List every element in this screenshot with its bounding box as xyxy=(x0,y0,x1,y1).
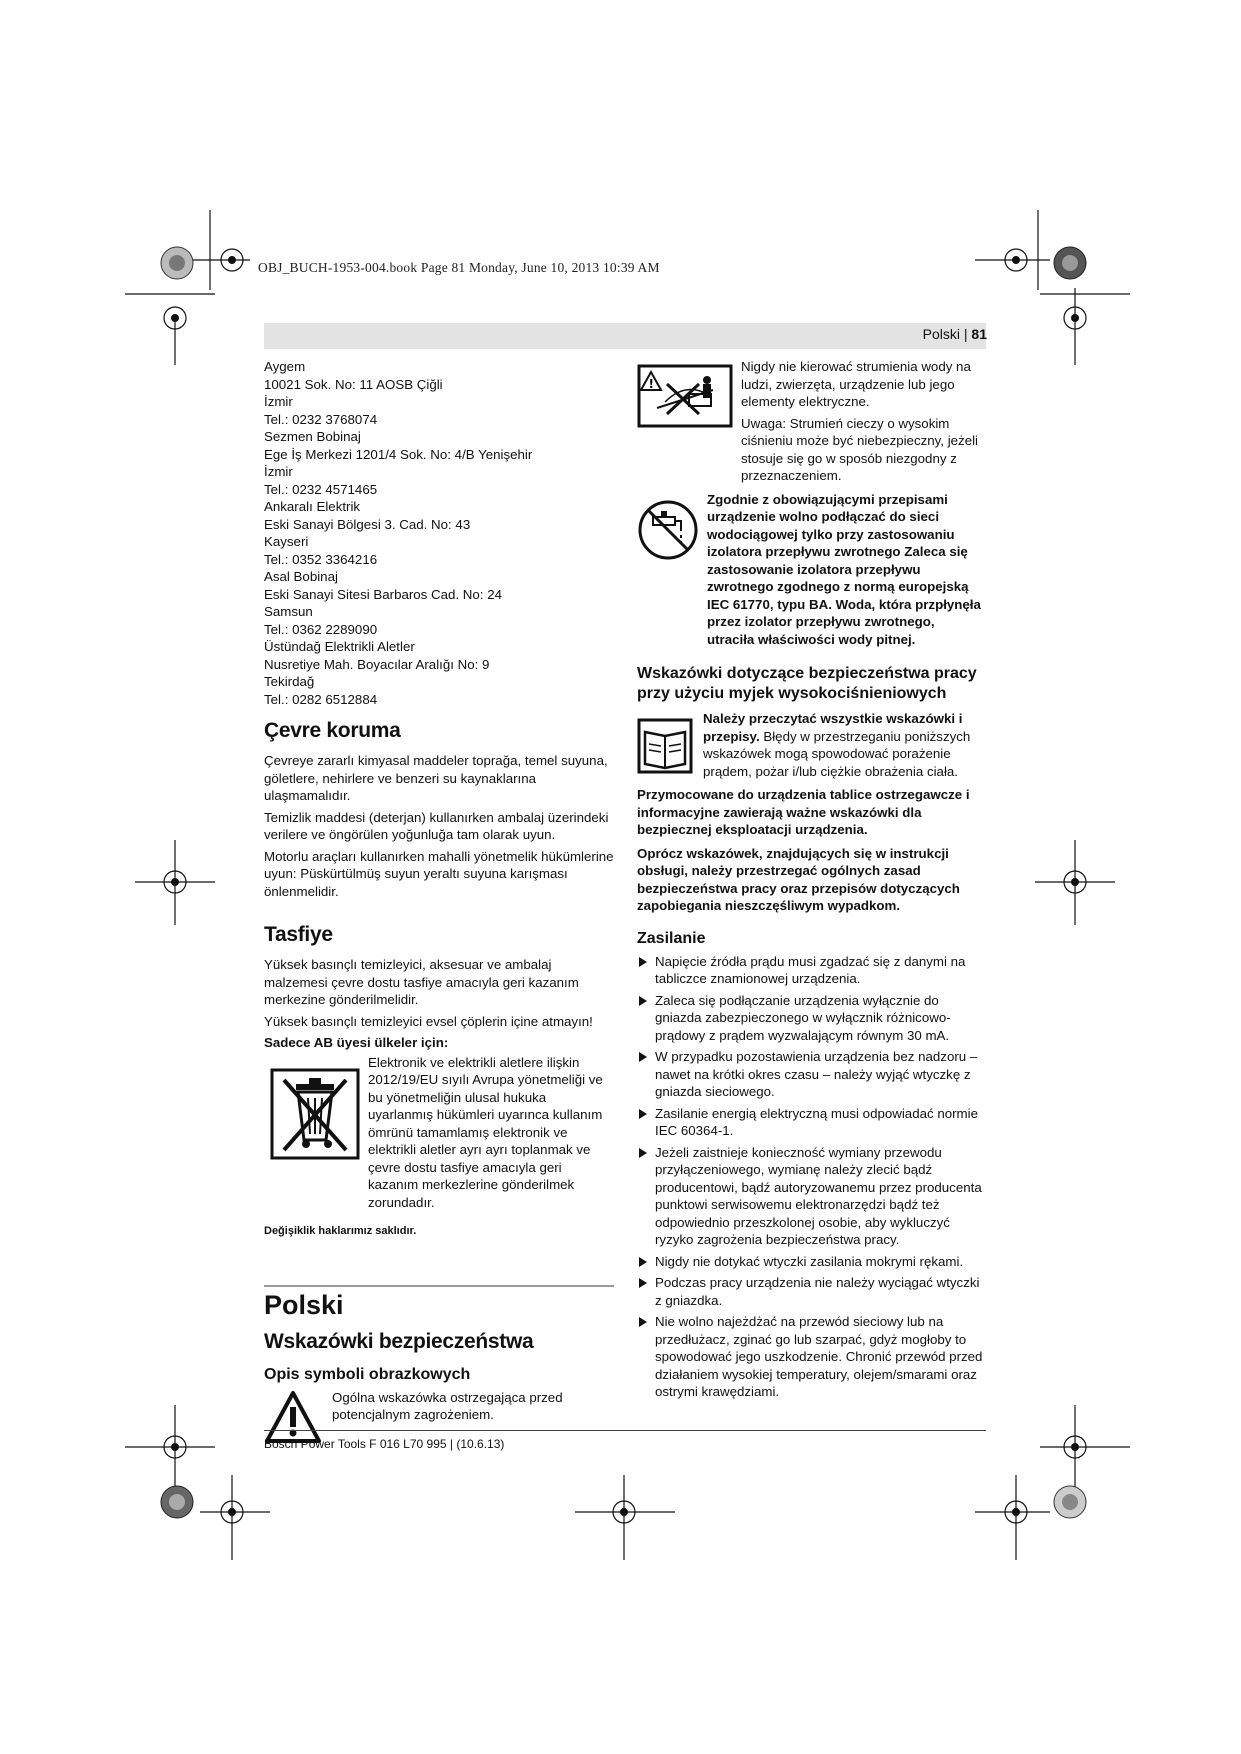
bullet-triangle-icon xyxy=(639,996,647,1006)
list-item-text: Nigdy nie dotykać wtyczki zasilania mokrymi rękami. xyxy=(655,1253,964,1269)
tasfiye-para-2: Yüksek basınçlı temizleyici evsel çöplerin içine atmayın! xyxy=(264,1013,593,1029)
read-manual-text xyxy=(703,710,985,780)
address-line: Kayseri xyxy=(264,534,309,549)
address-line: Sezmen Bobinaj xyxy=(264,429,361,444)
tap-block xyxy=(637,491,985,649)
signs-note: Przymocowane do urządzenia tablice ostrzegawcze i informacyjne zawierają ważne wskazówki dla bezpiecznej eksploatacji urządzenia. xyxy=(637,787,970,837)
cevre-title: Çevre koruma xyxy=(264,719,401,742)
read-manual-icon xyxy=(637,718,693,774)
address-line: Samsun xyxy=(264,604,313,619)
address-line: Nusretiye Mah. Boyacılar Aralığı No: 9 xyxy=(264,656,490,672)
list-item-text: W przypadku pozostawienia urządzenia bez nadzoru – nawet na krótki okres czasu – należy wyjąć wtyczkę z gniazda sieciowego. xyxy=(655,1049,978,1099)
list-item xyxy=(637,1105,985,1140)
no-tap-icon xyxy=(637,499,699,561)
no-spray-icon xyxy=(637,364,733,428)
address-line: Tel.: 0232 4571465 xyxy=(264,481,378,497)
read-manual-block xyxy=(637,710,985,780)
list-item-text: Zaleca się podłączanie urządzenia wyłącznie do gniazda zabezpieczonego w wyłącznik różnicowo-prądowy z prądem wyzwalającym równym 30 mA. xyxy=(655,992,951,1043)
page-header-bar xyxy=(264,323,986,349)
tasfiye-title: Tasfiye xyxy=(264,923,333,946)
cevre-para-1: Çevreye zararlı kimyasal maddeler toprağa, temel suyuna, göletlere, nehirlere ve benzeri su kaynaklarına ulaşmamalıdır. xyxy=(264,753,608,803)
address-line: Tekirdağ xyxy=(264,674,315,689)
cevre-para-2: Temizlik maddesi (deterjan) kullanırken ambalaj üzerindeki verilere ve öngörülen yoğunluğa tam olarak uyun. xyxy=(264,809,609,842)
bullet-triangle-icon xyxy=(639,1052,647,1062)
address-line: İzmir xyxy=(264,394,293,409)
bullet-triangle-icon xyxy=(639,1148,647,1158)
safety-pressure-title: Wskazówki dotyczące bezpieczeństwa pracy przy użyciu myjek wysokociśnieniowych xyxy=(637,665,977,702)
list-item xyxy=(637,1048,985,1101)
list-item-text: Podczas pracy urządzenia nie należy wyciągać wtyczki z gniazdka. xyxy=(655,1275,980,1308)
section-divider xyxy=(264,1285,614,1287)
address-line: Eski Sanayi Bölgesi 3. Cad. No: 43 xyxy=(264,516,471,532)
list-item xyxy=(637,992,985,1045)
zasilanie-list xyxy=(637,953,985,1401)
address-line: Ege İş Merkezi 1201/4 Sok. No: 4/B Yenişehir xyxy=(264,446,533,462)
list-item xyxy=(637,1144,985,1249)
read-manual-rest: Błędy w przestrzeganiu poniższych wskazówek mogą spowodować porażenie prądem, pożar i/lub ciężkie obrażenia ciała. xyxy=(703,728,971,779)
list-item xyxy=(637,1274,985,1309)
left-column xyxy=(264,358,614,1445)
address-line: Tel.: 0232 3768074 xyxy=(264,411,378,427)
bullet-triangle-icon xyxy=(639,1257,647,1267)
address-line: 10021 Sok. No: 11 AOSB Çiğli xyxy=(264,376,443,392)
address-line: Üstündağ Elektrikli Aletler xyxy=(264,639,415,654)
spray-text-2: Uwaga: Strumień cieczy o wysokim ciśnieniu może być niebezpieczny, jeżeli stosuje się go w sposób niezgodny z przeznaczeniem. xyxy=(741,415,978,483)
book-info-line: OBJ_BUCH-1953-004.book Page 81 Monday, June 10, 2013 10:39 AM xyxy=(258,260,660,275)
zasilanie-title: Zasilanie xyxy=(637,929,706,947)
address-list xyxy=(264,358,614,708)
address-line: İzmir xyxy=(264,464,293,479)
list-item-text: Jeżeli zaistnieje konieczność wymiany przewodu przyłączeniowego, wymianę należy zlecić bądź producentowi, bądź autoryzowanemu przez producenta punktowi serwisowemu elektronarzędzi bądź też odpowiednio przeszkolonej osobie, aby wykluczyć ryzyko zagrożenia bezpieczeństwa pracy. xyxy=(655,1144,982,1247)
weee-bin-icon xyxy=(270,1068,360,1160)
address-line: Eski Sanayi Sitesi Barbaros Cad. No: 24 xyxy=(264,586,502,602)
bullet-triangle-icon xyxy=(639,1278,647,1288)
rights-reserved: Değişiklik haklarımız saklıdır. xyxy=(264,1225,417,1237)
eu-heading: Sadece AB üyesi ülkeler için: xyxy=(264,1035,449,1050)
bullet-triangle-icon xyxy=(639,1109,647,1119)
list-item xyxy=(637,953,985,988)
address-line: Tel.: 0282 6512884 xyxy=(264,691,378,707)
address-line: Tel.: 0352 3364216 xyxy=(264,551,378,567)
footer-rule xyxy=(264,1430,986,1431)
list-item xyxy=(637,1313,985,1401)
bullet-triangle-icon xyxy=(639,1317,647,1327)
cevre-para-3: Motorlu araçları kullanırken mahalli yönetmelik hükümlerine uyun: Püskürtülmüş suyun yeraltı suyuna karışması önlenmelidir. xyxy=(264,848,614,899)
spray-block xyxy=(637,358,985,485)
address-line: Asal Bobinaj xyxy=(264,569,338,584)
safety-title: Wskazówki bezpieczeństwa xyxy=(264,1329,534,1353)
list-item-text: Napięcie źródła prądu musi zgadzać się z danymi na tabliczce znamionowej urządzenia. xyxy=(655,953,966,986)
page-label: Polski | 81 xyxy=(922,326,987,342)
right-column xyxy=(637,358,985,1405)
page-number: 81 xyxy=(971,326,987,342)
address-line: Aygem xyxy=(264,359,306,374)
address-line: Ankaralı Elektrik xyxy=(264,499,361,514)
weee-text: Elektronik ve elektrikli aletlere ilişkin 2012/19/EU sıyılı Avrupa yönetmeliği ve bu yönetmeliğin ulusal hukuka uyarlanmış hükümleri uyarınca kullanım ömrünü tamamlamış elektronik ve elektrikli aletler ayrı ayrı toplanmak ve çevre dostu tasfiye amacıyla geri kazanım merkezlerine gönderilmek zorundadır. xyxy=(368,1054,603,1210)
address-line: Tel.: 0362 2289090 xyxy=(264,621,378,637)
weee-block xyxy=(264,1054,614,1212)
read-manual-bold: Należy przeczytać wszystkie wskazówki i przepisy. xyxy=(703,711,963,744)
bullet-triangle-icon xyxy=(639,957,647,967)
general-rules-note: Oprócz wskazówek, znajdujących się w instrukcji obsługi, należy przestrzegać ogólnych zasad bezpieczeństwa pracy oraz przepisów dotyczących zapobiegania nieszczęśliwym wypadkom. xyxy=(637,845,960,913)
polski-title: Polski xyxy=(264,1289,344,1320)
tap-text: Zgodnie z obowiązującymi przepisami urządzenie wolno podłączać do sieci wodociągowej tylko przy zastosowaniu izolatora przepływu zwrotnego Zaleca się zastosowanie izolatora przepływu zwrotnego zgodnego z normą europejską IEC 61770, typu BA. Woda, która przpłynęła przez izolator przepływu zwrotnego, utraciła właściwości wody pitnej. xyxy=(707,491,981,647)
svg-text:!: ! xyxy=(648,377,654,391)
header-language: Polski xyxy=(922,326,960,342)
list-item-text: Nie wolno najeżdżać na przewód sieciowy lub na przedłużacz, zginać go lub szarpać, gdyż mogłoby to spowodować jego uszkodzenie. Chronić przewód przed działaniem wysokiej temperatury, olejem/smarami oraz ostrymi krawędziami. xyxy=(655,1314,983,1399)
footer-text: Bosch Power Tools F 016 L70 995 | (10.6.13) xyxy=(264,1437,505,1451)
list-item-text: Zasilanie energią elektryczną musi odpowiadać normie IEC 60364-1. xyxy=(655,1105,978,1138)
warning-text: Ogólna wskazówka ostrzegająca przed potencjalnym zagrożeniem. xyxy=(332,1389,563,1422)
list-item xyxy=(637,1253,985,1271)
tasfiye-para-1: Yüksek basınçlı temizleyici, aksesuar ve ambalaj malzemesi çevre dostu tasfiye amacıyla geri kazanım merkezine gönderilmelidir. xyxy=(264,957,579,1007)
spray-text-1: Nigdy nie kierować strumienia wody na ludzi, zwierzęta, urządzenie lub jego elementy elektryczne. xyxy=(741,359,971,409)
symbols-title: Opis symboli obrazkowych xyxy=(264,1365,471,1383)
